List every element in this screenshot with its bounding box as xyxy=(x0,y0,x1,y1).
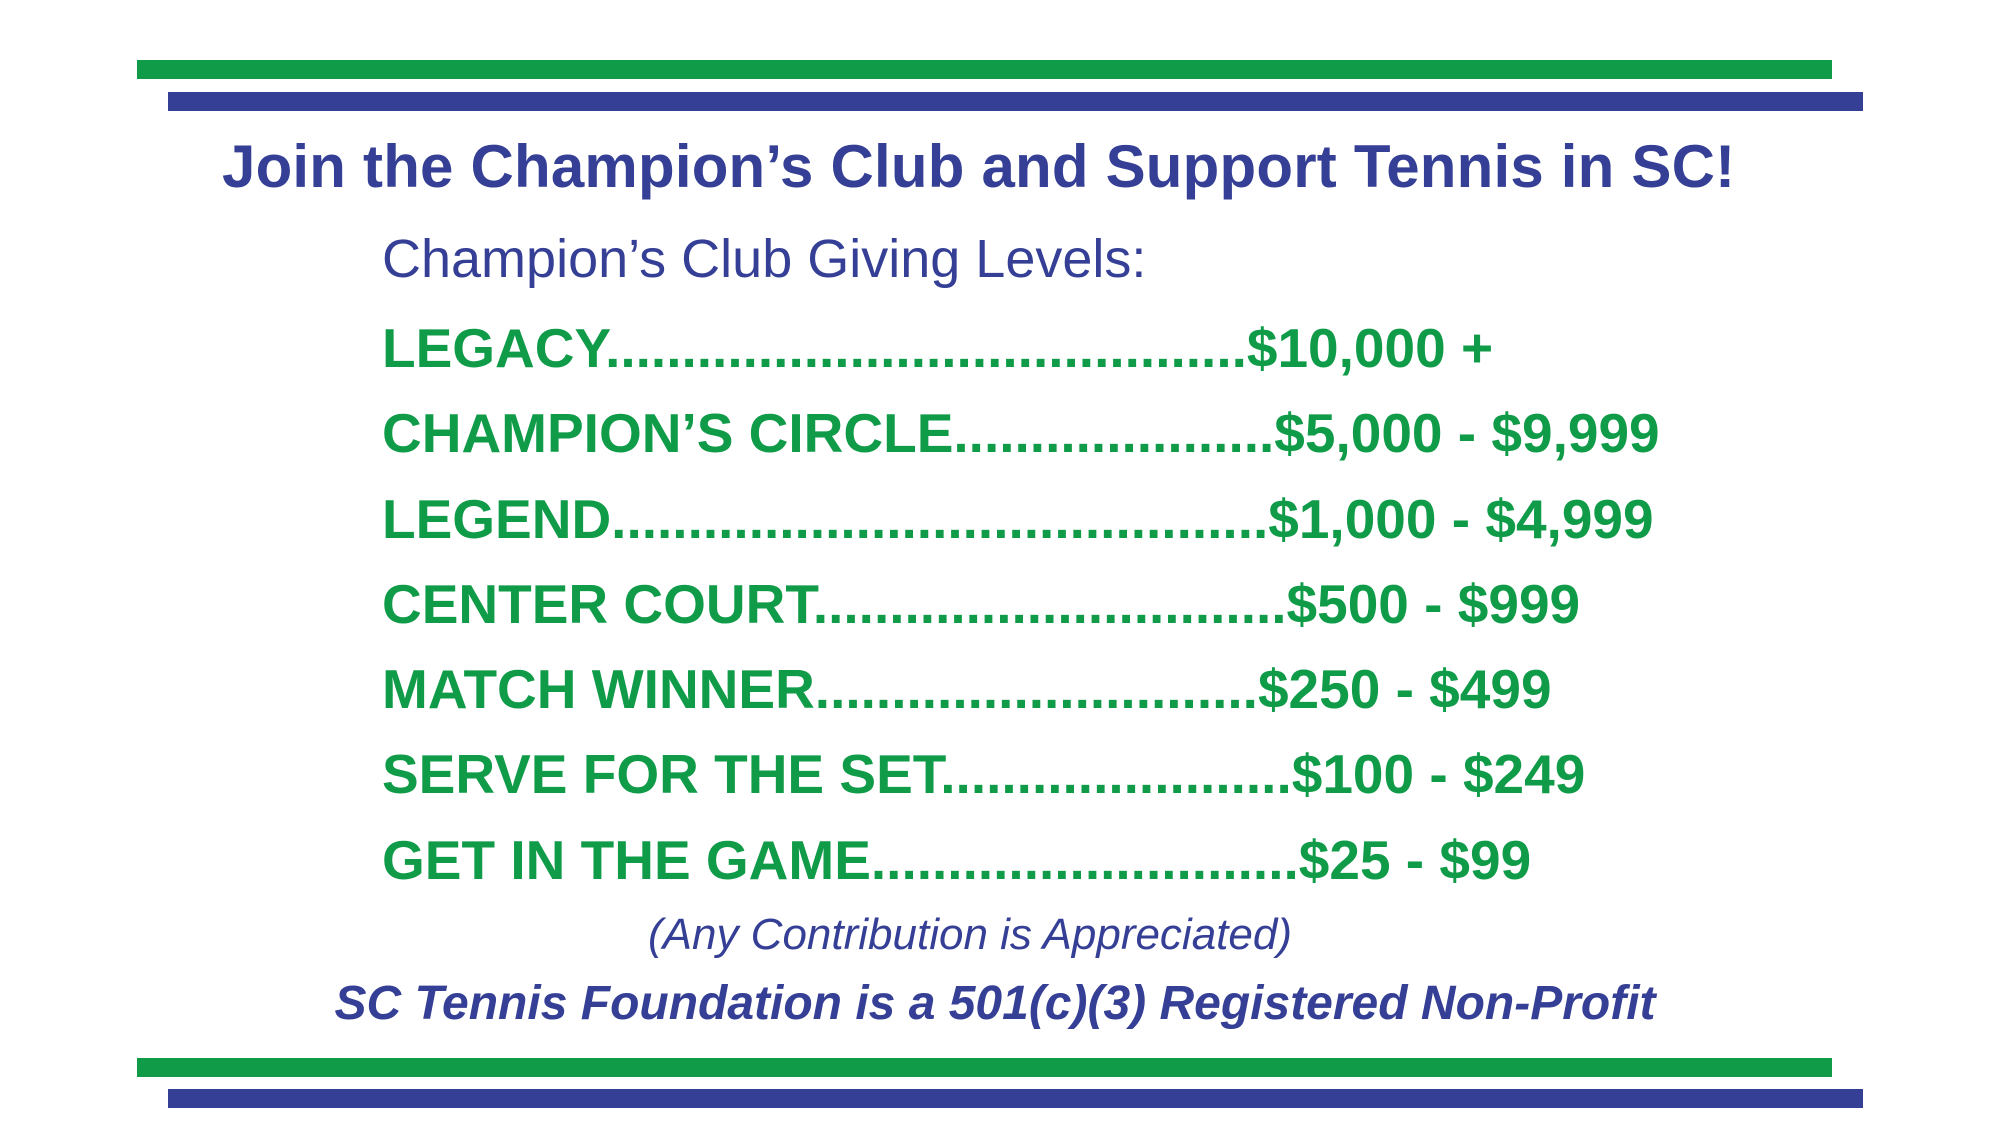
headline: Join the Champion’s Club and Support Tennis in SC! xyxy=(222,133,1736,200)
nonprofit-statement: SC Tennis Foundation is a 501(c)(3) Registered Non-Profit xyxy=(334,977,1656,1030)
giving-level-get-in-the-game: GET IN THE GAME............................$25 - $99 xyxy=(382,828,1532,891)
giving-level-match-winner: MATCH WINNER.............................$250 - $499 xyxy=(382,658,1552,721)
giving-level-serve-for-the-set: SERVE FOR THE SET.......................$100 - $249 xyxy=(382,743,1586,806)
giving-level-champions-circle: CHAMPION’S CIRCLE.....................$5,000 - $9,999 xyxy=(382,402,1660,465)
giving-level-center-court: CENTER COURT...............................$500 - $999 xyxy=(382,572,1581,635)
bottom-blue-rule xyxy=(168,1089,1863,1108)
top-green-rule xyxy=(137,60,1832,79)
contribution-note: (Any Contribution is Appreciated) xyxy=(647,910,1292,959)
giving-level-legacy: LEGACY..........................................$10,000 + xyxy=(382,317,1494,379)
giving-levels-heading: Champion’s Club Giving Levels: xyxy=(382,229,1147,289)
giving-level-legend: LEGEND...........................................$1,000 - $4,999 xyxy=(382,487,1654,550)
giving-levels-list xyxy=(382,306,1660,903)
top-blue-rule xyxy=(168,92,1863,111)
bottom-green-rule xyxy=(137,1058,1832,1077)
